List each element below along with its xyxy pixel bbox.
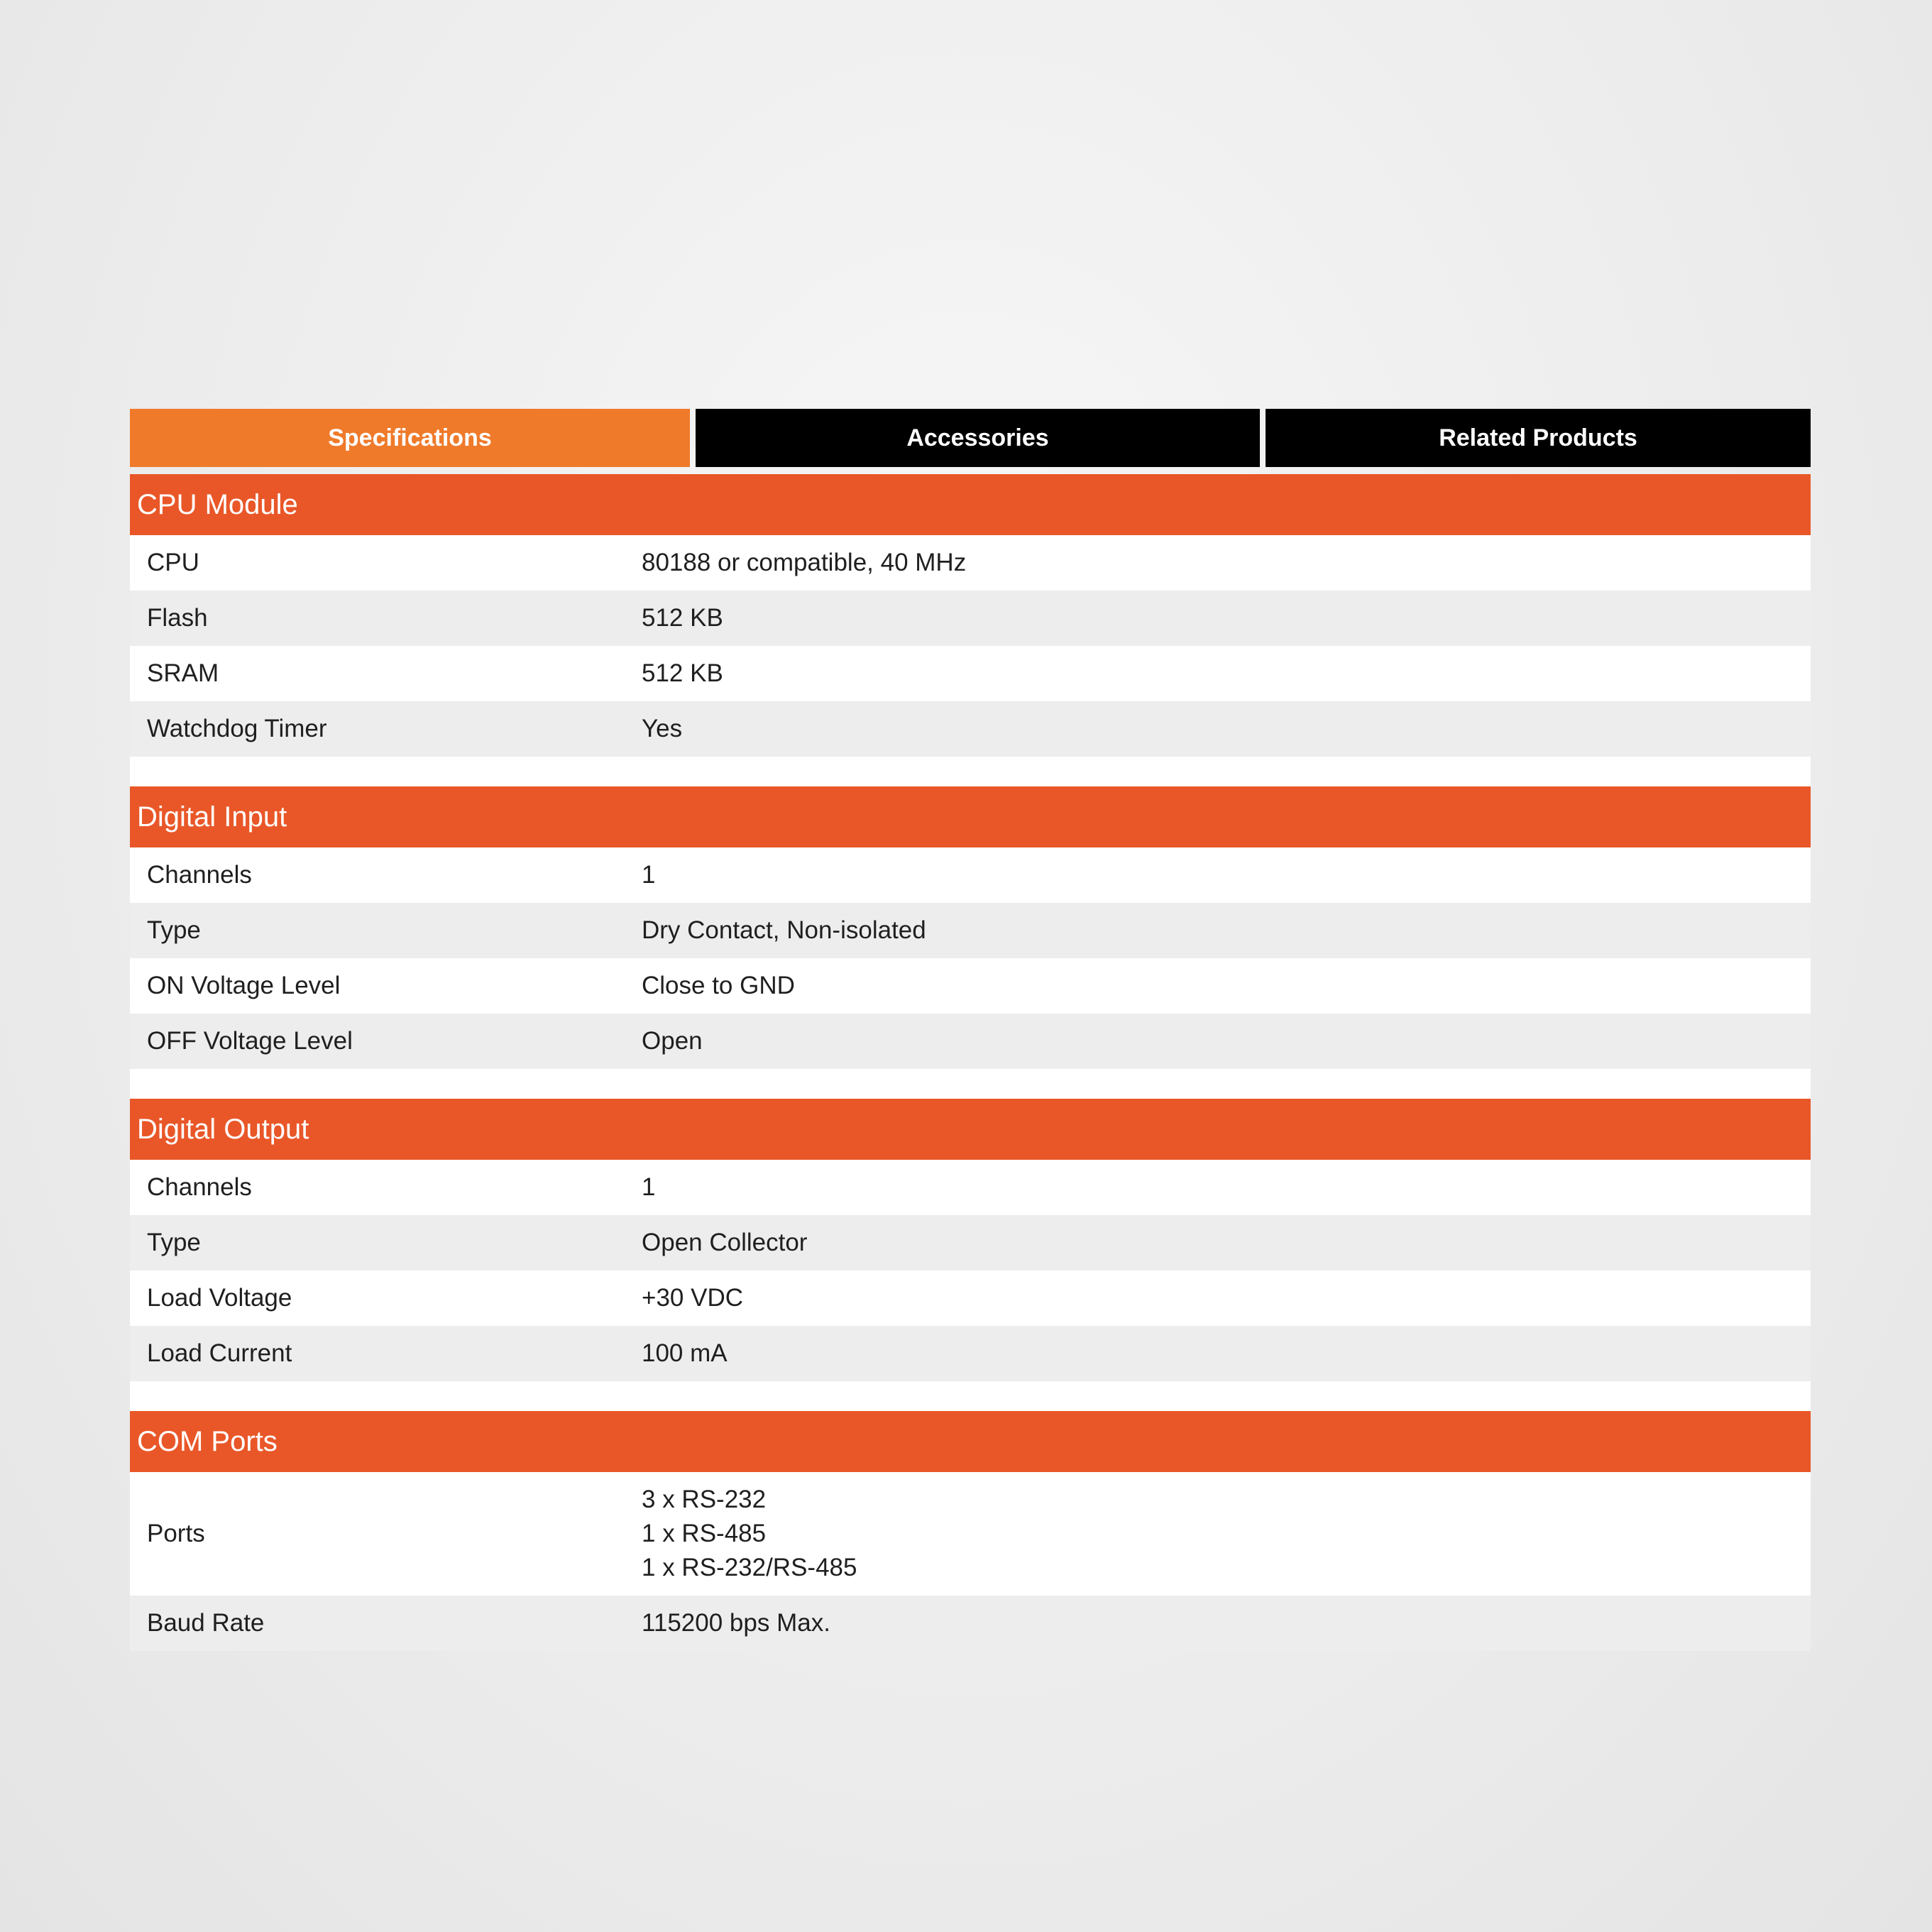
spec-label: Flash: [147, 604, 208, 632]
spec-value: Open Collector: [642, 1229, 808, 1256]
spec-row: [130, 847, 1811, 903]
spec-label: Ports: [147, 1520, 205, 1547]
spec-value-line: 1 x RS-485: [642, 1520, 767, 1547]
spec-label: CPU: [147, 549, 199, 576]
spec-label: Load Voltage: [147, 1284, 292, 1312]
section-header-digital-input: Digital Input: [130, 786, 1811, 847]
spec-label: Watchdog Timer: [147, 715, 327, 742]
spec-label: Type: [147, 916, 201, 944]
spec-row: [130, 646, 1811, 701]
spec-value: 80188 or compatible, 40 MHz: [642, 549, 967, 576]
spec-label: Baud Rate: [147, 1609, 265, 1637]
spec-label: Type: [147, 1229, 201, 1256]
specifications-table: [130, 474, 1811, 1651]
spec-row: [130, 701, 1811, 757]
tab-specifications[interactable]: Specifications: [130, 409, 690, 467]
spec-label: Load Current: [147, 1339, 292, 1367]
section-header-com-ports: COM Ports: [130, 1411, 1811, 1472]
spec-row: [130, 535, 1811, 591]
section-spacer: [130, 1381, 1811, 1411]
spec-value: 512 KB: [642, 659, 723, 687]
spec-value: +30 VDC: [642, 1284, 743, 1312]
spec-row: [130, 1472, 1811, 1596]
spec-row: [130, 1215, 1811, 1270]
spec-row: [130, 1014, 1811, 1069]
spec-row: [130, 1160, 1811, 1215]
spec-value-line: 1 x RS-232/RS-485: [642, 1554, 857, 1581]
tab-accessories[interactable]: Accessories: [696, 409, 1260, 467]
spec-value: 115200 bps Max.: [642, 1609, 830, 1637]
spec-row: [130, 958, 1811, 1014]
spec-label: OFF Voltage Level: [147, 1027, 353, 1055]
section-spacer: [130, 757, 1811, 786]
section-header-cpu-module: CPU Module: [130, 474, 1811, 535]
tab-bar: [130, 409, 1811, 467]
spec-row: [130, 1596, 1811, 1651]
spec-label: Channels: [147, 861, 252, 889]
spec-value: 1: [642, 1173, 656, 1201]
spec-value: 100 mA: [642, 1339, 728, 1367]
spec-value: Open: [642, 1027, 703, 1055]
spec-row: [130, 903, 1811, 958]
spec-value: 1: [642, 861, 656, 889]
section-header-digital-output: Digital Output: [130, 1099, 1811, 1160]
product-info-panel: [130, 409, 1811, 1651]
spec-row: [130, 1326, 1811, 1381]
spec-label: ON Voltage Level: [147, 972, 341, 999]
spec-row: [130, 591, 1811, 646]
spec-value: [642, 1483, 1811, 1585]
spec-value-line: 3 x RS-232: [642, 1486, 767, 1513]
spec-label: SRAM: [147, 659, 219, 687]
spec-value: 512 KB: [642, 604, 723, 632]
spec-label: Channels: [147, 1173, 252, 1201]
spec-value: Yes: [642, 715, 683, 742]
tab-related-products[interactable]: Related Products: [1266, 409, 1811, 467]
section-spacer: [130, 1069, 1811, 1099]
spec-value: Dry Contact, Non-isolated: [642, 916, 926, 944]
spec-row: [130, 1270, 1811, 1326]
spec-value: Close to GND: [642, 972, 795, 999]
